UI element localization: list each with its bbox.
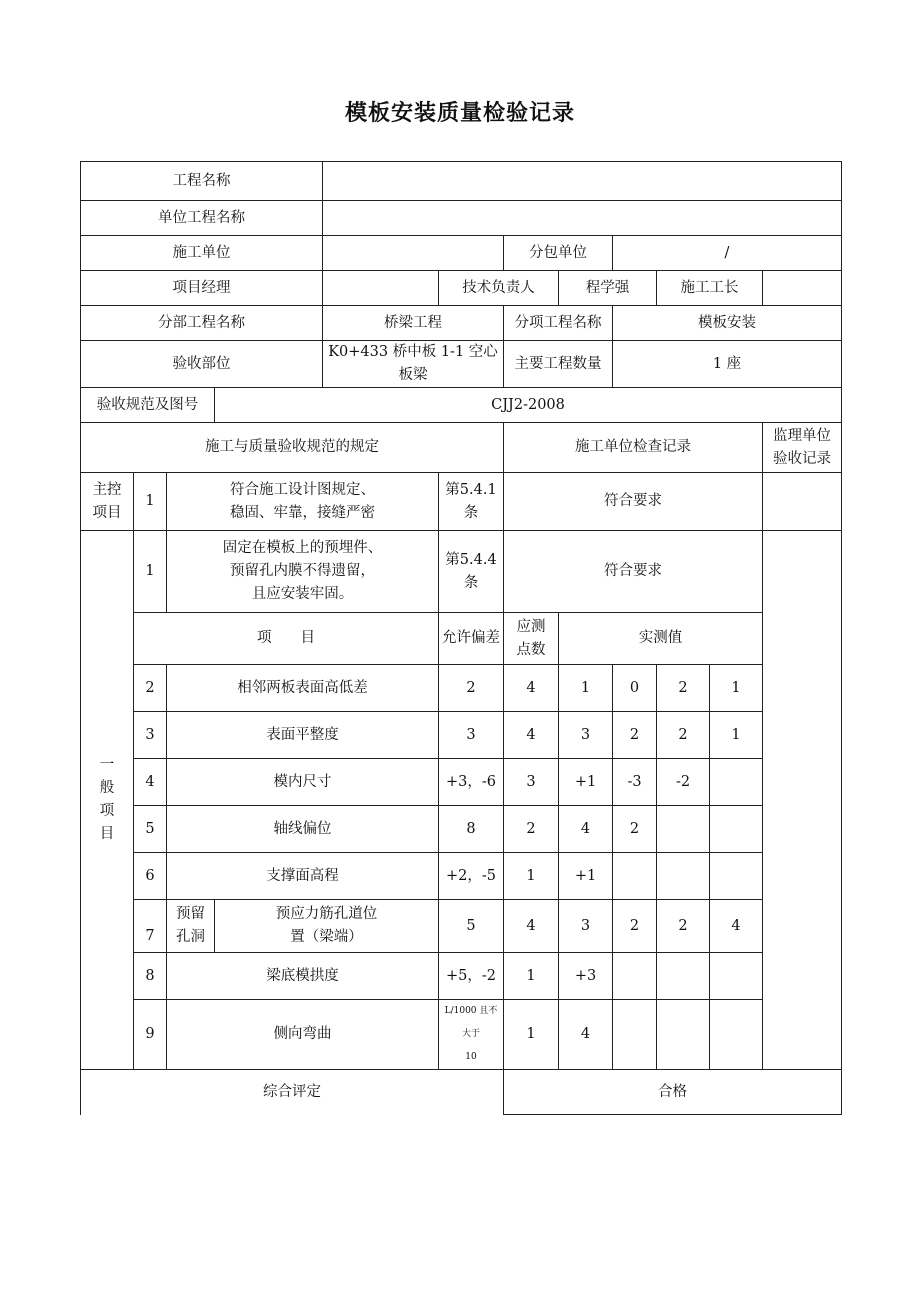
row-no: 3 [134, 712, 167, 759]
table-row [81, 712, 842, 759]
foreman-label: 施工工长 [657, 271, 763, 306]
row-no: 8 [134, 953, 167, 1000]
tech-lead-label: 技术负责人 [439, 271, 559, 306]
row-measured[interactable]: 2 [657, 900, 710, 953]
col-points-line1: 应测 [516, 618, 546, 635]
row-measured[interactable]: 3 [559, 712, 613, 759]
main-control-text [167, 473, 439, 531]
row7-name-line2: 置（梁端） [290, 929, 363, 945]
row-measured[interactable]: -3 [613, 759, 657, 806]
row-measured[interactable] [710, 1000, 763, 1070]
unit-project-label: 单位工程名称 [81, 201, 323, 236]
main-control-text-line2: 稳固、牢靠，接缝严密 [230, 504, 375, 521]
table-row [81, 806, 842, 853]
row7-group-line2: 孔洞 [176, 929, 205, 945]
summary-value[interactable]: 合格 [504, 1070, 842, 1115]
main-control-label [81, 473, 134, 531]
col-points-line2: 点数 [516, 641, 546, 658]
subcontract-label: 分包单位 [504, 236, 613, 271]
general-label-char: 般 [99, 780, 115, 796]
row-measured[interactable]: 2 [657, 712, 710, 759]
row-measured[interactable]: 4 [710, 900, 763, 953]
row-measured[interactable] [657, 853, 710, 900]
general-item1-no: 1 [134, 531, 167, 613]
general-item1-result[interactable]: 符合要求 [504, 531, 763, 613]
row-points[interactable]: 1 [504, 853, 559, 900]
foreman-field[interactable] [763, 271, 842, 306]
main-control-clause: 第5.4.1条 [439, 473, 504, 531]
row-measured[interactable]: +1 [559, 759, 613, 806]
main-control-label-line2: 项目 [92, 504, 122, 521]
row-measured[interactable] [657, 953, 710, 1000]
main-control-supervisor[interactable] [763, 473, 842, 531]
row-no: 9 [134, 1000, 167, 1070]
row-no: 6 [134, 853, 167, 900]
general-item1-line2: 预留孔内膜不得遗留， [230, 563, 375, 579]
division-label: 分部工程名称 [81, 306, 323, 341]
quantity-field[interactable]: 1 座 [613, 341, 842, 388]
row-tolerance: +5，-2 [439, 953, 504, 1000]
spec-label: 验收规范及图号 [81, 388, 215, 423]
row-no: 7 [134, 900, 167, 953]
row-points[interactable]: 4 [504, 900, 559, 953]
row-measured[interactable] [613, 1000, 657, 1070]
row-measured[interactable] [613, 953, 657, 1000]
general-item1-line1: 固定在模板上的预埋件、 [222, 540, 383, 556]
location-label: 验收部位 [81, 341, 323, 388]
row-measured[interactable]: 0 [613, 665, 657, 712]
row-no: 2 [134, 665, 167, 712]
row-measured[interactable]: 2 [613, 712, 657, 759]
col-item-header: 项 目 [134, 613, 439, 665]
supervisor-record-header [763, 423, 842, 473]
row-measured[interactable]: 3 [559, 900, 613, 953]
row-points[interactable]: 3 [504, 759, 559, 806]
table-row [81, 759, 842, 806]
supervisor-line1: 监理单位 [773, 427, 831, 444]
general-item1-clause: 第5.4.4条 [439, 531, 504, 613]
row-measured[interactable]: 1 [710, 665, 763, 712]
row-measured[interactable]: 1 [559, 665, 613, 712]
general-label-char: 目 [99, 826, 115, 842]
table-row [81, 853, 842, 900]
row7-group-line1: 预留 [176, 906, 205, 922]
general-label-char: 项 [99, 803, 115, 819]
general-item1-text [167, 531, 439, 613]
table-row [81, 1000, 842, 1070]
division-field[interactable]: 桥梁工程 [323, 306, 504, 341]
row-points[interactable]: 1 [504, 1000, 559, 1070]
row-measured[interactable]: 1 [710, 712, 763, 759]
row-tolerance: 3 [439, 712, 504, 759]
quantity-label: 主要工程数量 [504, 341, 613, 388]
construction-unit-field[interactable] [323, 236, 504, 271]
row-measured[interactable]: 4 [559, 1000, 613, 1070]
table-row [81, 900, 842, 953]
subitem-label: 分项工程名称 [504, 306, 613, 341]
row-measured[interactable]: 2 [657, 665, 710, 712]
summary-label: 综合评定 [81, 1070, 504, 1115]
row-name: 侧向弯曲 [167, 1000, 439, 1070]
row-name: 轴线偏位 [167, 806, 439, 853]
col-points-header [504, 613, 559, 665]
col-tolerance-header: 允许偏差 [439, 613, 504, 665]
main-control-label-line1: 主控 [92, 481, 122, 498]
table-row [81, 953, 842, 1000]
general-items-label [81, 531, 134, 1070]
row-tolerance: +2，-5 [439, 853, 504, 900]
main-control-result[interactable]: 符合要求 [504, 473, 763, 531]
inspection-form-table [80, 161, 842, 1115]
construction-unit-label: 施工单位 [81, 236, 323, 271]
row-measured[interactable] [613, 853, 657, 900]
location-field[interactable]: K0+433 桥中板 1-1 空心板梁 [323, 341, 504, 388]
col-measured-header: 实测值 [559, 613, 763, 665]
row-no: 4 [134, 759, 167, 806]
supervisor-line2: 验收记录 [773, 450, 831, 467]
row-points[interactable]: 4 [504, 712, 559, 759]
row-measured[interactable] [710, 853, 763, 900]
row-points[interactable]: 1 [504, 953, 559, 1000]
row7-group [167, 900, 215, 953]
unit-project-field[interactable] [323, 201, 842, 236]
row-tolerance [439, 1000, 504, 1070]
general-supervisor[interactable] [763, 531, 842, 1070]
row-measured[interactable]: +3 [559, 953, 613, 1000]
row9-tolerance-line2: 10 [465, 1052, 477, 1062]
pm-label: 项目经理 [81, 271, 323, 306]
row-tolerance: 8 [439, 806, 504, 853]
spec-rules-header: 施工与质量验收规范的规定 [81, 423, 504, 473]
project-name-label: 工程名称 [81, 162, 323, 201]
row-measured[interactable]: 4 [559, 806, 613, 853]
row-tolerance: 2 [439, 665, 504, 712]
row-name: 支撑面高程 [167, 853, 439, 900]
row-points[interactable]: 4 [504, 665, 559, 712]
pm-field[interactable] [323, 271, 439, 306]
row-no: 5 [134, 806, 167, 853]
row7-name-line1: 预应力筋孔道位 [275, 906, 378, 922]
row-name: 表面平整度 [167, 712, 439, 759]
row-tolerance: 5 [439, 900, 504, 953]
subcontract-field[interactable]: / [613, 236, 842, 271]
row-name: 相邻两板表面高低差 [167, 665, 439, 712]
row-measured[interactable] [710, 759, 763, 806]
row-measured[interactable]: +1 [559, 853, 613, 900]
row-measured[interactable] [710, 806, 763, 853]
general-item1-line3: 且应安装牢固。 [251, 586, 354, 602]
main-control-text-line1: 符合施工设计图规定、 [230, 481, 375, 498]
row-name: 梁底模拱度 [167, 953, 439, 1000]
row9-tolerance-line1: L/1000 且不大于 [444, 1006, 498, 1039]
row-measured[interactable]: -2 [657, 759, 710, 806]
page-title: 模板安装质量检验记录 [344, 101, 575, 126]
row-measured[interactable]: 2 [613, 806, 657, 853]
main-control-no: 1 [134, 473, 167, 531]
row-measured[interactable] [657, 1000, 710, 1070]
row-name: 模内尺寸 [167, 759, 439, 806]
row-measured[interactable] [710, 953, 763, 1000]
spec-field[interactable]: CJJ2-2008 [215, 388, 842, 423]
general-label-char: 一 [99, 757, 115, 773]
row-tolerance: +3，-6 [439, 759, 504, 806]
row7-name [215, 900, 439, 953]
contractor-record-header: 施工单位检查记录 [504, 423, 763, 473]
row-measured[interactable] [657, 806, 710, 853]
row-points[interactable]: 2 [504, 806, 559, 853]
subitem-field[interactable]: 模板安装 [613, 306, 842, 341]
tech-lead-field[interactable]: 程学强 [559, 271, 657, 306]
table-row [81, 665, 842, 712]
project-name-field[interactable] [323, 162, 842, 201]
row-measured[interactable]: 2 [613, 900, 657, 953]
